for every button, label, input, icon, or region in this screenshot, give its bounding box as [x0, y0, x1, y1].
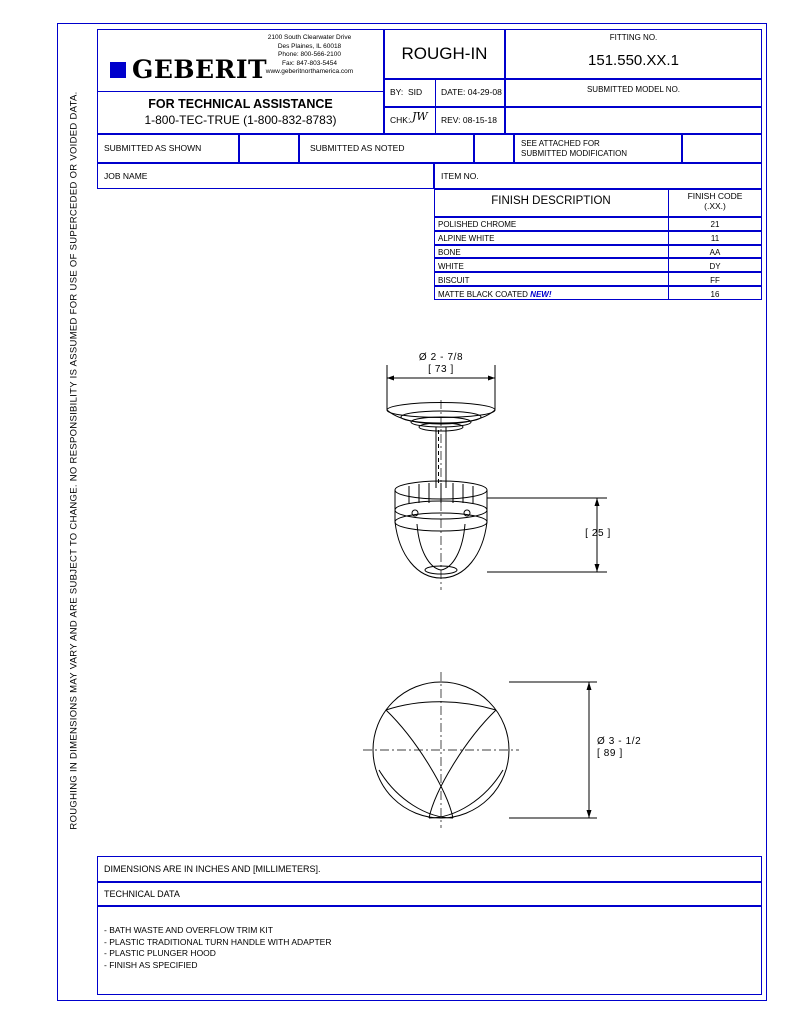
- see-attached-text: [521, 139, 627, 159]
- brand-name: GEBERIT: [132, 55, 268, 84]
- tech-assistance-phone: 1-800-TEC-TRUE (1-800-832-8783): [144, 113, 337, 127]
- dimension-height-mm: [ 25 ]: [585, 528, 611, 539]
- rev-value: 08-15-18: [462, 115, 497, 125]
- see-attached-checkbox[interactable]: [682, 134, 762, 163]
- address-line-5: www.geberitnorthamerica.com: [265, 68, 354, 76]
- date-value: 04-29-08: [467, 87, 502, 97]
- list-item: - PLASTIC TRADITIONAL TURN HANDLE WITH ADAPTER: [104, 936, 332, 947]
- by-field: [390, 87, 422, 97]
- rev-label: REV:: [441, 115, 461, 125]
- date-field: [441, 87, 502, 97]
- finish-description: [438, 290, 552, 299]
- item-no-label: ITEM NO.: [441, 171, 479, 181]
- submitted-as-shown-checkbox[interactable]: [239, 134, 299, 163]
- address-line-3: Phone: 800-566-2100: [278, 51, 341, 59]
- submitted-as-noted-label: SUBMITTED AS NOTED: [310, 143, 405, 153]
- address-line-4: Fax: 847-803-5454: [282, 59, 337, 67]
- finish-description: ALPINE WHITE: [438, 234, 495, 243]
- dimension-top-diameter-inches: Ø 2 - 7/8: [418, 352, 464, 363]
- list-item: - PLASTIC PLUNGER HOOD: [104, 948, 216, 958]
- finish-description-header: FINISH DESCRIPTION: [491, 195, 611, 207]
- finish-code: FF: [710, 276, 720, 285]
- date-label: DATE:: [441, 87, 466, 97]
- dimension-bottom-diameter-inches: Ø 3 - 1/2: [597, 736, 642, 747]
- chk-label: CHK:: [390, 115, 411, 125]
- technical-data-label: TECHNICAL DATA: [104, 889, 180, 899]
- dimensions-note: DIMENSIONS ARE IN INCHES AND [MILLIMETERS].: [104, 864, 321, 874]
- fitting-no-value: 151.550.XX.1: [588, 52, 679, 69]
- see-attached-line-2: SUBMITTED MODIFICATION: [521, 149, 628, 158]
- by-label: BY:: [390, 87, 404, 97]
- see-attached-line-1: SEE ATTACHED FOR: [521, 139, 600, 148]
- address-line-2: Des Plaines, IL 60018: [277, 42, 342, 50]
- finish-code: DY: [709, 262, 721, 271]
- product-drawing: [97, 300, 762, 860]
- finish-description-text: MATTE BLACK COATED: [438, 290, 528, 299]
- finish-code: AA: [709, 248, 721, 257]
- finish-description: BONE: [438, 248, 461, 257]
- tech-assistance-title: FOR TECHNICAL ASSISTANCE: [148, 97, 333, 111]
- by-value: SID: [407, 87, 423, 97]
- submitted-model-label: SUBMITTED MODEL NO.: [586, 85, 681, 94]
- new-badge: NEW!: [530, 290, 552, 299]
- company-address: [237, 34, 382, 77]
- submitted-as-noted-checkbox[interactable]: [474, 134, 514, 163]
- logo-square-icon: [110, 62, 126, 78]
- dimension-top-diameter-mm: [ 73 ]: [428, 364, 454, 375]
- finish-description: POLISHED CHROME: [438, 220, 517, 229]
- job-name-label: JOB NAME: [104, 171, 148, 181]
- job-name-cell[interactable]: [97, 163, 434, 189]
- rev-field: [441, 115, 497, 125]
- rough-in-label: ROUGH-IN: [401, 44, 488, 63]
- finish-description: BISCUIT: [438, 276, 470, 285]
- submitted-as-shown-label: SUBMITTED AS SHOWN: [104, 143, 202, 153]
- finish-table-column-divider: [668, 189, 669, 300]
- technical-data-header-cell: [97, 882, 762, 906]
- side-disclaimer-text: ROUGHING IN DIMENSIONS MAY VARY AND ARE SUBJECT TO CHANGE. NO RESPONSIBILITY IS ASSUMED FOR USE OF SUPERCEDED OR VOIDED DATA.: [68, 91, 80, 830]
- dimension-bottom-diameter-mm: [ 89 ]: [597, 748, 623, 759]
- finish-code-header-line-2: (.XX.): [704, 201, 726, 211]
- address-line-1: 2100 South Clearwater Drive: [267, 34, 352, 41]
- fitting-no-label: FITTING NO.: [609, 33, 658, 42]
- finish-code-header-line-1: FINISH CODE: [687, 191, 743, 201]
- finish-code: 21: [710, 220, 720, 229]
- finish-code: 16: [710, 290, 720, 299]
- finish-code: 11: [710, 234, 720, 243]
- finish-description: WHITE: [438, 262, 464, 271]
- list-item: - BATH WASTE AND OVERFLOW TRIM KIT: [104, 925, 273, 935]
- submitted-model-value[interactable]: [505, 107, 762, 134]
- finish-code-header: [668, 191, 762, 211]
- logo-cell-divider: [97, 91, 384, 92]
- technical-data-list: [104, 925, 332, 971]
- chk-signature: JW: [412, 110, 428, 123]
- list-item: - FINISH AS SPECIFIED: [104, 959, 198, 970]
- item-no-cell[interactable]: [434, 163, 762, 189]
